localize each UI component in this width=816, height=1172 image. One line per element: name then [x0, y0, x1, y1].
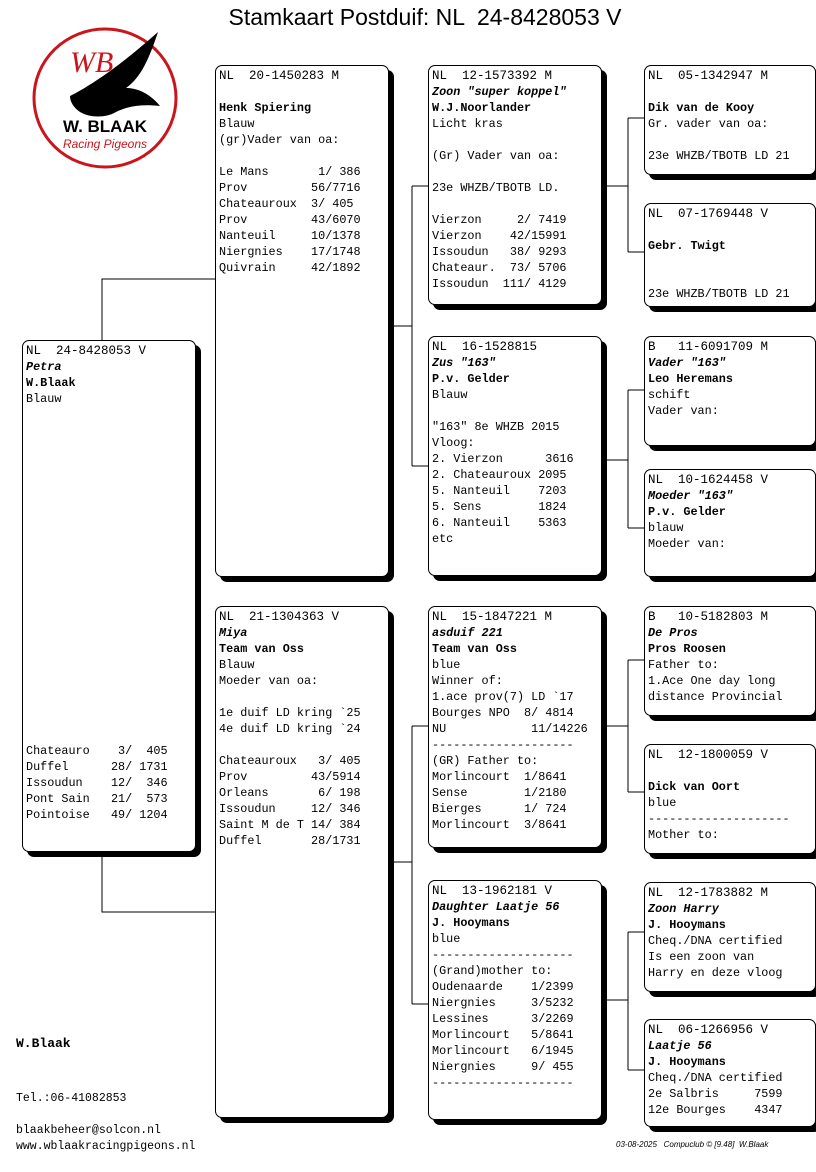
ring-number: NL 24-8428053 V	[26, 344, 147, 358]
info-line: (GR) Father to:	[432, 754, 539, 768]
pigeon-card-subject[interactable]	[22, 340, 196, 852]
result-line: Duffel 28/ 1731	[26, 760, 168, 774]
ring-number: NL 10-1624458 V	[648, 473, 769, 487]
info-line	[648, 763, 812, 779]
info-line: Zoon "super koppel"	[432, 85, 567, 99]
info-line: Blauw	[432, 388, 468, 402]
pigeon-card-mmm[interactable]	[644, 1019, 816, 1127]
owner-name: W.Blaak	[16, 1036, 71, 1051]
info-line: 2e Salbris 7599	[648, 1087, 783, 1101]
info-line: 2. Chateauroux 2095	[432, 468, 567, 482]
ring-number: NL 16-1528815	[432, 340, 538, 354]
info-line: Moeder van:	[648, 537, 726, 551]
info-line: Bourges NPO 8/ 4814	[432, 706, 574, 720]
pigeon-card-mff[interactable]	[644, 606, 816, 716]
pigeon-card-fmf[interactable]	[644, 336, 816, 446]
info-line	[432, 196, 598, 212]
info-line: Is een zoon van	[648, 950, 755, 964]
info-line: Issoudun 111/ 4129	[432, 277, 567, 291]
info-line: Morlincourt 1/8641	[432, 770, 567, 784]
info-line: Daughter Laatje 56	[432, 900, 560, 914]
info-line: asduif 221	[432, 626, 503, 640]
pigeon-card-mfm[interactable]	[644, 744, 816, 854]
logo-tagline: Racing Pigeons	[62, 137, 148, 151]
print-stamp: 03-08-2025 Compuclub © [9.48] W.Blaak	[616, 1140, 769, 1149]
info-line: Saint M de T 14/ 384	[219, 818, 361, 832]
ring-number: NL 21-1304363 V	[219, 610, 340, 624]
info-line: Chateaur. 73/ 5706	[432, 261, 567, 275]
info-line	[219, 737, 385, 753]
info-line: --------------------	[648, 812, 790, 826]
info-line: (Grand)mother to:	[432, 964, 553, 978]
pigeon-card-father-mother[interactable]	[428, 336, 602, 576]
info-line: Moeder van oa:	[219, 674, 319, 688]
info-line	[648, 222, 812, 238]
result-line: Pont Sain 21/ 573	[26, 792, 168, 806]
info-line: Vloog:	[432, 436, 475, 450]
info-line: Team van Oss	[219, 642, 304, 656]
pigeon-card-mother[interactable]	[215, 606, 389, 1118]
ring-number: NL 12-1783882 M	[648, 886, 769, 900]
info-line: Vierzon 42/15991	[432, 229, 567, 243]
pigeon-card-father[interactable]	[215, 65, 389, 577]
info-line: Orleans 6/ 198	[219, 786, 361, 800]
info-line: Zoon Harry	[648, 902, 719, 916]
result-line: Issoudun 12/ 346	[26, 776, 168, 790]
logo-name: W. BLAAK	[62, 117, 148, 136]
info-line: Niergnies 9/ 455	[432, 1060, 574, 1074]
info-line	[219, 148, 385, 164]
ring-number: NL 15-1847221 M	[432, 610, 553, 624]
info-line: Issoudun 12/ 346	[219, 802, 361, 816]
info-line: 23e WHZB/TBOTB LD 21	[648, 287, 790, 301]
ring-number: NL 06-1266956 V	[648, 1023, 769, 1037]
ring-number: NL 20-1450283 M	[219, 69, 340, 83]
info-line: Quivrain 42/1892	[219, 261, 361, 275]
info-line: Le Mans 1/ 386	[219, 165, 361, 179]
info-line: Petra	[26, 360, 62, 374]
info-line: 12e Bourges 4347	[648, 1103, 783, 1117]
info-line: Henk Spiering	[219, 101, 312, 115]
info-line: Vader van:	[648, 404, 719, 418]
info-line	[432, 164, 598, 180]
info-line: J. Hooymans	[648, 1055, 726, 1069]
info-line: Morlincourt 5/8641	[432, 1028, 574, 1042]
info-line: W.Blaak	[26, 376, 76, 390]
info-line: Vader "163"	[648, 356, 726, 370]
info-line: Mother to:	[648, 828, 719, 842]
info-line: Oudenaarde 1/2399	[432, 980, 574, 994]
logo-monogram: WB	[70, 46, 114, 79]
result-line: Chateauro 3/ 405	[26, 744, 168, 758]
info-line: Sense 1/2180	[432, 786, 567, 800]
info-line: 5. Nanteuil 7203	[432, 484, 567, 498]
info-line	[648, 254, 812, 270]
info-line: Blauw	[26, 392, 62, 406]
info-line	[648, 132, 812, 148]
info-line: Chateauroux 3/ 405	[219, 197, 354, 211]
info-line: Dik van de Kooy	[648, 101, 755, 115]
ring-number: B 11-6091709 M	[648, 340, 769, 354]
info-line: Morlincourt 6/1945	[432, 1044, 574, 1058]
info-line: "163" 8e WHZB 2015	[432, 420, 560, 434]
ring-number: NL 07-1769448 V	[648, 207, 769, 221]
pigeon-card-mmf[interactable]	[644, 882, 816, 992]
info-line: Nanteuil 10/1378	[219, 229, 361, 243]
info-line	[648, 84, 812, 100]
info-line: Leo Heremans	[648, 372, 733, 386]
pigeon-card-mother-mother[interactable]	[428, 880, 602, 1120]
ring-number: B 10-5182803 M	[648, 610, 769, 624]
info-line: P.v. Gelder	[648, 505, 726, 519]
info-line: Harry en deze vloog	[648, 966, 783, 980]
info-line: blue	[432, 932, 461, 946]
pigeon-card-fff[interactable]	[644, 65, 816, 175]
pigeon-card-father-father[interactable]	[428, 65, 602, 305]
info-line: Chateauroux 3/ 405	[219, 754, 361, 768]
info-line: --------------------	[432, 738, 574, 752]
info-line: Niergnies 3/5232	[432, 996, 574, 1010]
info-line	[432, 403, 598, 419]
info-line: Issoudun 38/ 9293	[432, 245, 567, 259]
info-line: Bierges 1/ 724	[432, 802, 567, 816]
info-line: Prov 43/5914	[219, 770, 361, 784]
info-line: Laatje 56	[648, 1039, 712, 1053]
info-line: Morlincourt 3/8641	[432, 818, 567, 832]
info-line: Duffel 28/1731	[219, 834, 361, 848]
info-line	[648, 270, 812, 286]
info-line: De Pros	[648, 626, 698, 640]
info-line: Blauw	[219, 658, 255, 672]
owner-phone: Tel.:06-41082853	[16, 1092, 127, 1105]
info-line: 6. Nanteuil 5363	[432, 516, 567, 530]
info-line: 23e WHZB/TBOTB LD.	[432, 181, 560, 195]
info-line	[432, 132, 598, 148]
info-line: Moeder "163"	[648, 489, 733, 503]
pigeon-card-mother-father[interactable]	[428, 606, 602, 848]
ring-number: NL 05-1342947 M	[648, 69, 769, 83]
ring-number: NL 13-1962181 V	[432, 884, 553, 898]
info-line: Dick van Oort	[648, 780, 741, 794]
owner-email[interactable]: blaakbeheer@solcon.nl	[16, 1124, 161, 1137]
info-line: Prov 56/7716	[219, 181, 361, 195]
ring-number: NL 12-1800059 V	[648, 748, 769, 762]
pigeon-card-ffm[interactable]	[644, 203, 816, 307]
info-line: (Gr) Vader van oa:	[432, 149, 560, 163]
info-line: W.J.Noorlander	[432, 101, 532, 115]
page-title: Stamkaart Postduif: NL 24-8428053 V	[228, 4, 622, 30]
info-line: Licht kras	[432, 117, 503, 131]
info-line: schift	[648, 388, 691, 402]
info-line	[219, 84, 385, 100]
info-line: J. Hooymans	[648, 918, 726, 932]
ring-number: NL 12-1573392 M	[432, 69, 553, 83]
info-line: J. Hooymans	[432, 916, 510, 930]
result-line: Pointoise 49/ 1204	[26, 808, 168, 822]
info-line: 2. Vierzon 3616	[432, 452, 574, 466]
info-line: Team van Oss	[432, 642, 517, 656]
info-line: 4e duif LD kring `24	[219, 722, 361, 736]
owner-website[interactable]: www.wblaakracingpigeons.nl	[16, 1140, 196, 1153]
info-line: Prov 43/6070	[219, 213, 361, 227]
info-line: 5. Sens 1824	[432, 500, 567, 514]
info-line: Blauw	[219, 117, 255, 131]
info-line	[219, 689, 385, 705]
info-line: Zus "163"	[432, 356, 496, 370]
info-line: etc	[432, 532, 454, 546]
info-line: 1.ace prov(7) LD `17	[432, 690, 574, 704]
info-line: Lessines 3/2269	[432, 1012, 574, 1026]
info-line: Miya	[219, 626, 248, 640]
info-line: Winner of:	[432, 674, 503, 688]
info-line: P.v. Gelder	[432, 372, 510, 386]
pigeon-card-fmm[interactable]	[644, 469, 816, 577]
info-line: Vierzon 2/ 7419	[432, 213, 567, 227]
info-line: Gr. vader van oa:	[648, 117, 769, 131]
info-line: --------------------	[432, 1076, 574, 1090]
info-line: Cheq./DNA certified	[648, 1071, 783, 1085]
info-line: (gr)Vader van oa:	[219, 133, 340, 147]
info-line: Father to:	[648, 658, 719, 672]
info-line: Pros Roosen	[648, 642, 726, 656]
info-line: 23e WHZB/TBOTB LD 21	[648, 149, 790, 163]
info-line: Gebr. Twigt	[648, 239, 726, 253]
info-line: 1e duif LD kring `25	[219, 706, 361, 720]
info-line: blauw	[648, 521, 684, 535]
info-line: --------------------	[432, 948, 574, 962]
info-line: 1.Ace One day long	[648, 674, 776, 688]
info-line: NU 11/14226	[432, 722, 588, 736]
info-line: blue	[648, 796, 677, 810]
info-line: Cheq./DNA certified	[648, 934, 783, 948]
info-line: distance Provincial	[648, 690, 783, 704]
info-line: Niergnies 17/1748	[219, 245, 361, 259]
info-line: blue	[432, 658, 461, 672]
